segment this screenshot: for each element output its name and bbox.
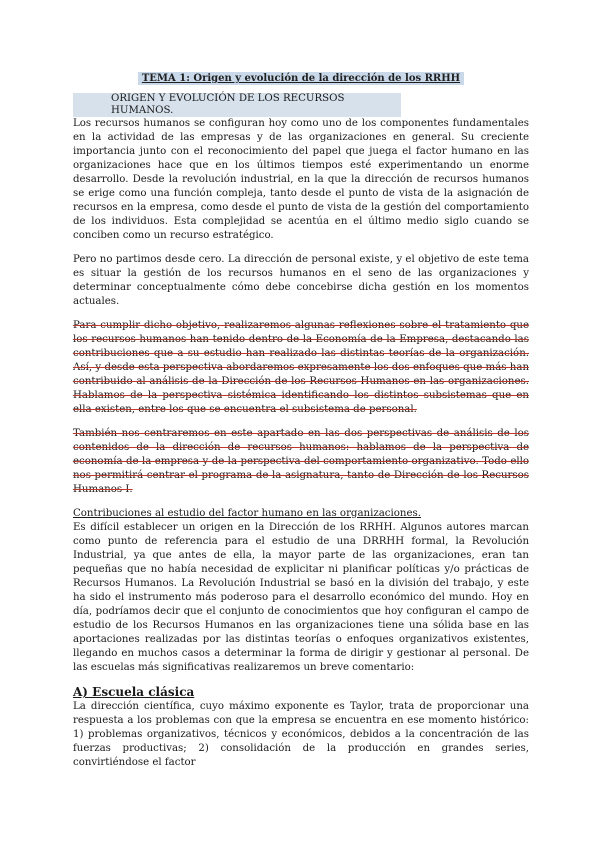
paragraph-contributions: Es difícil establecer un origen en la Dirección de los RRHH. Algunos autores marcan como punto de referencia para el estudio de una DRRHH formal, la Revolución Industrial, ya que antes de ella, la mayor parte de las organizaciones, eran tan pequeñas que no había necesidad de explicitar ni planificar políticas y/o prácticas de Recursos Humanos. La Revolución Industrial se basó en la división del trabajo, y este ha sido el instrumento más poderoso para el desarrollo económico del mundo. Hoy en día, podríamos decir que el conjunto de conocimientos que hoy configuran el campo de estudio de los Recursos Humanos en las organizaciones tiene una sólida base en las aportaciones realizadas por las distintas teorías o enfoques organizativos existentes, llegando en muchos casos a determinar la forma de dirigir y gestionar al personal. De las escuelas más significativas realizaremos un breve comentario: <box>73 522 529 673</box>
paragraph-struck-1: Para cumplir dicho objetivo, realizaremos algunas reflexiones sobre el tratamiento que los recursos humanos han tenido dentro de la Economía de la Empresa, destacando las contribuciones que a su estudio han realizado las distintas teorías de la organización. Así, y desde esta perspectiva abordaremos expresamente los dos enfoques que más han contribuido al análisis de la Dirección de los Recursos Humanos en las organizaciones. Hablamos de la perspectiva sistémica identificando los distintos subsistemas que en ella existen, entre los que se encuentra el subsistema de personal. <box>73 320 529 415</box>
subheading-contributions: Contribuciones al estudio del factor humano en las organizaciones. <box>73 508 421 519</box>
section-heading-wrap <box>73 93 529 117</box>
paragraph-section-a: La dirección científica, cuyo máximo exponente es Taylor, trata de proporcionar una respuesta a los problemas con que la empresa se encuentra en ese momento histórico: 1) problemas organizativos, técnicos y económicos, debidos a la concentración de las fuerzas productivas; 2) consolidación de la producción en grandes series, convirtiéndose el factor <box>73 701 529 768</box>
paragraph-struck-2: También nos centraremos en este apartado en las dos perspectivas de análisis de los contenidos de la dirección de recursos humanos: hablamos de la perspectiva de economía de la empresa y de la perspectiva del comportamiento organizativo. Todo ello nos permitirá centrar el programa de la asignatura, tanto de Dirección de los Recursos Humanos I. <box>73 428 529 495</box>
paragraph-intro: Los recursos humanos se configuran hoy como uno de los componentes fundamentales en la actividad de las empresas y de las organizaciones en general. Su creciente importancia junto con el reconocimiento del papel que juega el factor humano en las organizaciones hace que en los últimos tiempos esté experimentando un enorme desarrollo. Desde la revolución industrial, en la que la dirección de recursos humanos se erige como una función compleja, tanto desde el punto de vista de la asignación de recursos en la empresa, como desde el punto de vista de la gestión del comportamiento de los individuos. Esta complejidad se acentúa en el último medio siglo cuando se conciben como un recurso estratégico. <box>73 118 529 241</box>
title-wrap <box>73 66 529 85</box>
paragraph-objective: Pero no partimos desde cero. La dirección de personal existe, y el objetivo de este tema es situar la gestión de los recursos humanos en el seno de las organizaciones y determinar conceptualmente cómo debe concebirse dicha gestión en los momentos actuales. <box>73 254 529 307</box>
section-heading: ORIGEN Y EVOLUCIÓN DE LOS RECURSOS HUMANOS. <box>73 93 401 117</box>
section-a-heading: A) Escuela clásica <box>73 685 195 699</box>
document-page <box>73 66 529 780</box>
document-title: TEMA 1: Origen y evolución de la dirección de los RRHH <box>138 72 464 85</box>
